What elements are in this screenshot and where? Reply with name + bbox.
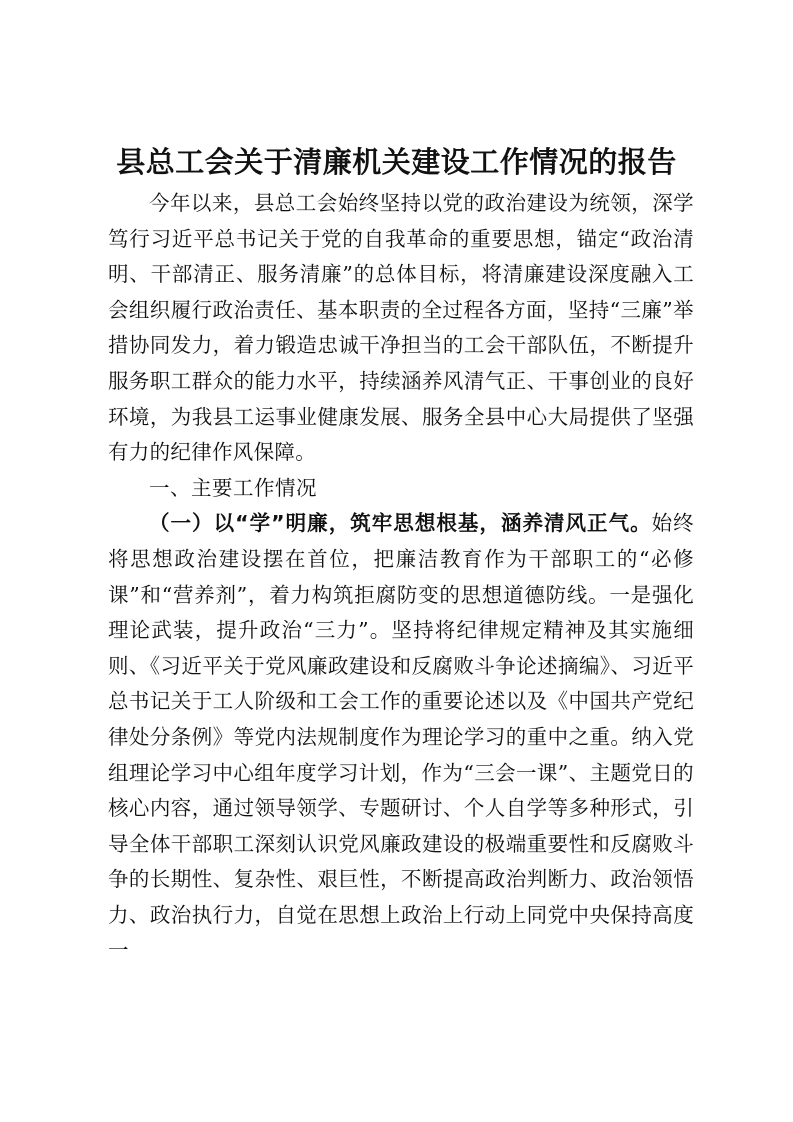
subsection-text: 始终将思想政治建设摆在首位，把廉洁教育作为干部职工的“必修课”和“营养剂”，着力构筑拒腐防变的思想道德防线。一是强化理论武装，提升政治“三力”。坚持将纪律规定精神及其实施细则、《习近平关于党风廉政建设和反腐败斗争论述摘编》、习近平总书记关于工人阶级和工会工作的重要论述以及《中国共产党纪律处分条例》等党内法规制度作为理论学习的重中之重。纳入党组理论学习中心组年度学习计划，作为“三会一课”、主题党日的核心内容，通过领导领学、专题研讨、个人自学等多种形式，引导全体干部职工深刻认识党风廉政建设的极端重要性和反腐败斗争的长期性、复杂性、艰巨性，不断提高政治判断力、政治领悟力、政治执行力，自觉在思想上政治上行动上同党中央保持高度一 — [108, 511, 694, 963]
document-title: 县总工会关于清廉机关建设工作情况的报告 — [116, 145, 677, 179]
section-heading: 一、主要工作情况 — [149, 475, 317, 500]
document-body — [108, 186, 694, 969]
subsection-heading: （一）以“学”明廉，筑牢思想根基，涵养清风正气。 — [149, 511, 652, 536]
subsection-paragraph — [108, 506, 694, 969]
intro-paragraph: 今年以来，县总工会始终坚持以党的政治建设为统领，深学笃行习近平总书记关于党的自我革命的重要思想，锚定“政治清明、干部清正、服务清廉”的总体目标，将清廉建设深度融入工会组织履行政治责任、基本职责的全过程各方面，坚持“三廉”举措协同发力，着力锻造忠诚干净担当的工会干部队伍，不断提升服务职工群众的能力水平，持续涵养风清气正、干事创业的良好环境，为我县工运事业健康发展、服务全县中心大局提供了坚强有力的纪律作风保障。 — [108, 191, 694, 465]
